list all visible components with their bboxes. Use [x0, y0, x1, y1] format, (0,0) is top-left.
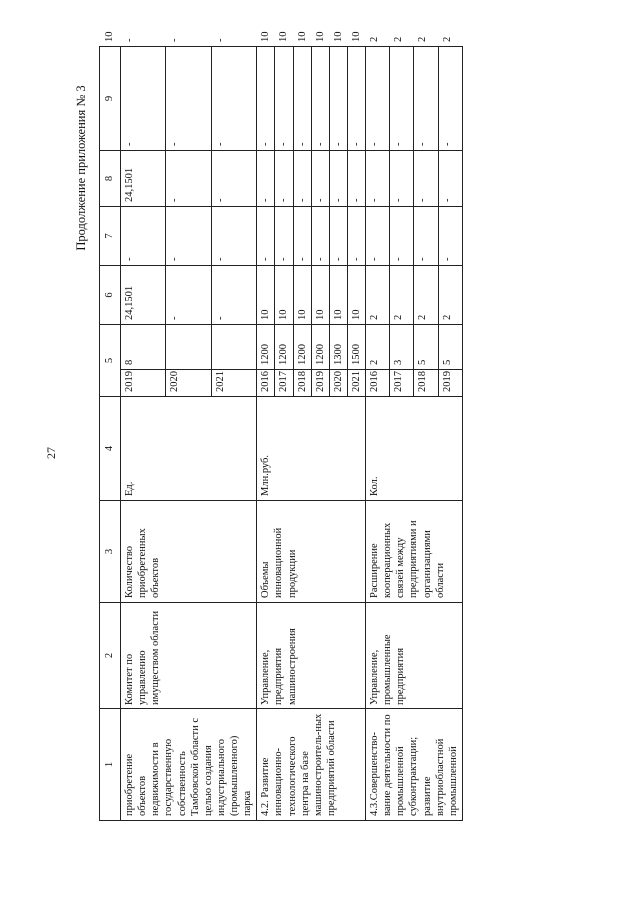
header-cell: 5	[100, 325, 121, 397]
year-cell: 2021	[211, 370, 256, 397]
value-cell: -	[257, 207, 275, 266]
value-cell: -	[438, 47, 462, 151]
block-c2-cell: Управление, предприятия машиностроения	[257, 603, 366, 709]
value-cell: 1300	[329, 325, 347, 370]
value-cell: 1200	[311, 325, 329, 370]
value-cell: -	[121, 47, 166, 151]
value-cell: -	[166, 266, 211, 325]
table-row: 4.3.Совершенство-вание деятельности по промышленной субконтрактации; развитие внутриобластной промышленной Управление, промышленные предприятия Расширение кооперационных связей между предприятиями и организациями области Кол. 2016 2 2 - - - 2	[366, 47, 390, 821]
header-cell: 7	[100, 207, 121, 266]
year-cell: 2018	[414, 370, 438, 397]
value-cell: 10	[329, 266, 347, 325]
value-cell: -	[347, 151, 365, 207]
value-cell: 1200	[293, 325, 311, 370]
year-cell: 2020	[166, 370, 211, 397]
value-cell: -	[329, 207, 347, 266]
value-cell: -	[366, 47, 390, 151]
header-cell: 3	[100, 501, 121, 603]
table-row: 2020 - - - - -	[166, 47, 211, 821]
value-cell: -	[211, 207, 256, 266]
value-cell: 2	[390, 266, 414, 325]
block-c2-cell: Управление, промышленные предприятия	[366, 603, 463, 709]
value-cell: -	[211, 266, 256, 325]
value-cell: -	[438, 151, 462, 207]
value-cell: -	[390, 47, 414, 151]
value-cell: -	[347, 47, 365, 151]
value-cell: -	[275, 151, 293, 207]
value-cell: 10	[275, 266, 293, 325]
header-cell: 6	[100, 266, 121, 325]
value-cell: -	[390, 207, 414, 266]
header-cell: 1	[100, 709, 121, 821]
value-cell: 10	[257, 266, 275, 325]
value-cell: 2	[438, 266, 462, 325]
year-cell: 2019	[438, 370, 462, 397]
table-row: 2020 1300 10 - - - 10	[329, 47, 347, 821]
year-cell: 2017	[390, 370, 414, 397]
table-row: 2018 5 2 - - - 2	[414, 47, 438, 821]
value-cell: 1200	[257, 325, 275, 370]
header-cell: 4	[100, 397, 121, 501]
table-row: 2017 1200 10 - - - 10	[275, 47, 293, 821]
block-c3-cell: Количество приобретенных объектов	[121, 501, 257, 603]
table-row: 4.2. Развитие инновационно-технологического центра на базе машиностроитель-ных предприятий области Управление, предприятия машиностроения Объемы инновационной продукции Млн.руб. 2016 1200 10 - - - 10	[257, 47, 275, 821]
value-cell: -	[275, 47, 293, 151]
year-cell: 2016	[257, 370, 275, 397]
value-cell: -	[166, 151, 211, 207]
block-c4-cell: Кол.	[366, 397, 463, 501]
block-c4-cell: Млн.руб.	[257, 397, 366, 501]
block-c4-cell: Ед.	[121, 397, 257, 501]
value-cell: 5	[414, 325, 438, 370]
value-cell: -	[311, 207, 329, 266]
header-cell: 9	[100, 47, 121, 151]
value-cell: -	[347, 207, 365, 266]
value-cell: 24,1501	[121, 266, 166, 325]
table-row: приобретение объектов недвижимости в государственную собственность Тамбовской области с целью создания индустриального (промышленного) парка Комитет по управлению имуществом области Количество приобретенных объектов Ед. 2019 8 24,1501 - 24,1501 - -	[121, 47, 166, 821]
value-cell: -	[311, 47, 329, 151]
value-cell: -	[293, 47, 311, 151]
continuation-label: Продолжение приложения № 3	[73, 85, 88, 251]
value-cell: -	[166, 47, 211, 151]
rotated-table-container	[99, 31, 570, 821]
value-cell: -	[121, 207, 166, 266]
value-cell: -	[329, 47, 347, 151]
value-cell: 5	[438, 325, 462, 370]
value-cell: -	[211, 151, 256, 207]
table-row: 2019 1200 10 - - - 10	[311, 47, 329, 821]
header-row: 1 2 3 4 5 6 7 8 9 10	[100, 47, 121, 821]
value-cell: -	[438, 207, 462, 266]
table-row: 2018 1200 10 - - - 10	[293, 47, 311, 821]
table-row: 2017 3 2 - - - 2	[390, 47, 414, 821]
value-cell: 10	[347, 266, 365, 325]
block-c2-cell: Комитет по управлению имуществом области	[121, 603, 257, 709]
block-c3-cell: Объемы инновационной продукции	[257, 501, 366, 603]
value-cell: -	[390, 151, 414, 207]
value-cell: -	[366, 151, 390, 207]
year-cell: 2017	[275, 370, 293, 397]
program-table	[99, 31, 463, 821]
value-cell: 10	[293, 266, 311, 325]
year-cell: 2019	[311, 370, 329, 397]
value-cell	[211, 325, 256, 370]
year-cell: 2020	[329, 370, 347, 397]
year-cell: 2016	[366, 370, 390, 397]
value-cell: 2	[414, 266, 438, 325]
block-c3-cell: Расширение кооперационных связей между предприятиями и организациями области	[366, 501, 463, 603]
value-cell: -	[257, 47, 275, 151]
table-row: 2019 5 2 - - - 2	[438, 47, 462, 821]
value-cell: -	[275, 207, 293, 266]
value-cell: -	[414, 151, 438, 207]
value-cell: 2	[366, 266, 390, 325]
year-cell: 2021	[347, 370, 365, 397]
value-cell: 8	[121, 325, 166, 370]
table-row: 2021 1500 10 - - - 10	[347, 47, 365, 821]
value-cell: -	[257, 151, 275, 207]
value-cell: -	[329, 151, 347, 207]
value-cell: 24,1501	[121, 151, 166, 207]
value-cell: 2	[366, 325, 390, 370]
year-cell: 2018	[293, 370, 311, 397]
value-cell: 3	[390, 325, 414, 370]
value-cell	[166, 325, 211, 370]
value-cell: -	[166, 207, 211, 266]
value-cell: -	[211, 47, 256, 151]
year-cell: 2019	[121, 370, 166, 397]
value-cell: -	[414, 47, 438, 151]
value-cell: 1200	[275, 325, 293, 370]
value-cell: 1500	[347, 325, 365, 370]
header-cell: 8	[100, 151, 121, 207]
block-c1-cell: 4.2. Развитие инновационно-технологического центра на базе машиностроитель-ных предприятий области	[257, 709, 366, 821]
block-c1-cell: приобретение объектов недвижимости в государственную собственность Тамбовской области с целью создания индустриального (промышленного) парка	[121, 709, 257, 821]
value-cell: -	[293, 207, 311, 266]
value-cell: 10	[311, 266, 329, 325]
table-row: 2021 - - - - -	[211, 47, 256, 821]
value-cell: -	[311, 151, 329, 207]
block-c1-cell: 4.3.Совершенство-вание деятельности по промышленной субконтрактации; развитие внутриобластной промышленной	[366, 709, 463, 821]
header-cell: 2	[100, 603, 121, 709]
page-number: 27	[43, 447, 58, 459]
value-cell: -	[293, 151, 311, 207]
value-cell: -	[414, 207, 438, 266]
value-cell: -	[366, 207, 390, 266]
